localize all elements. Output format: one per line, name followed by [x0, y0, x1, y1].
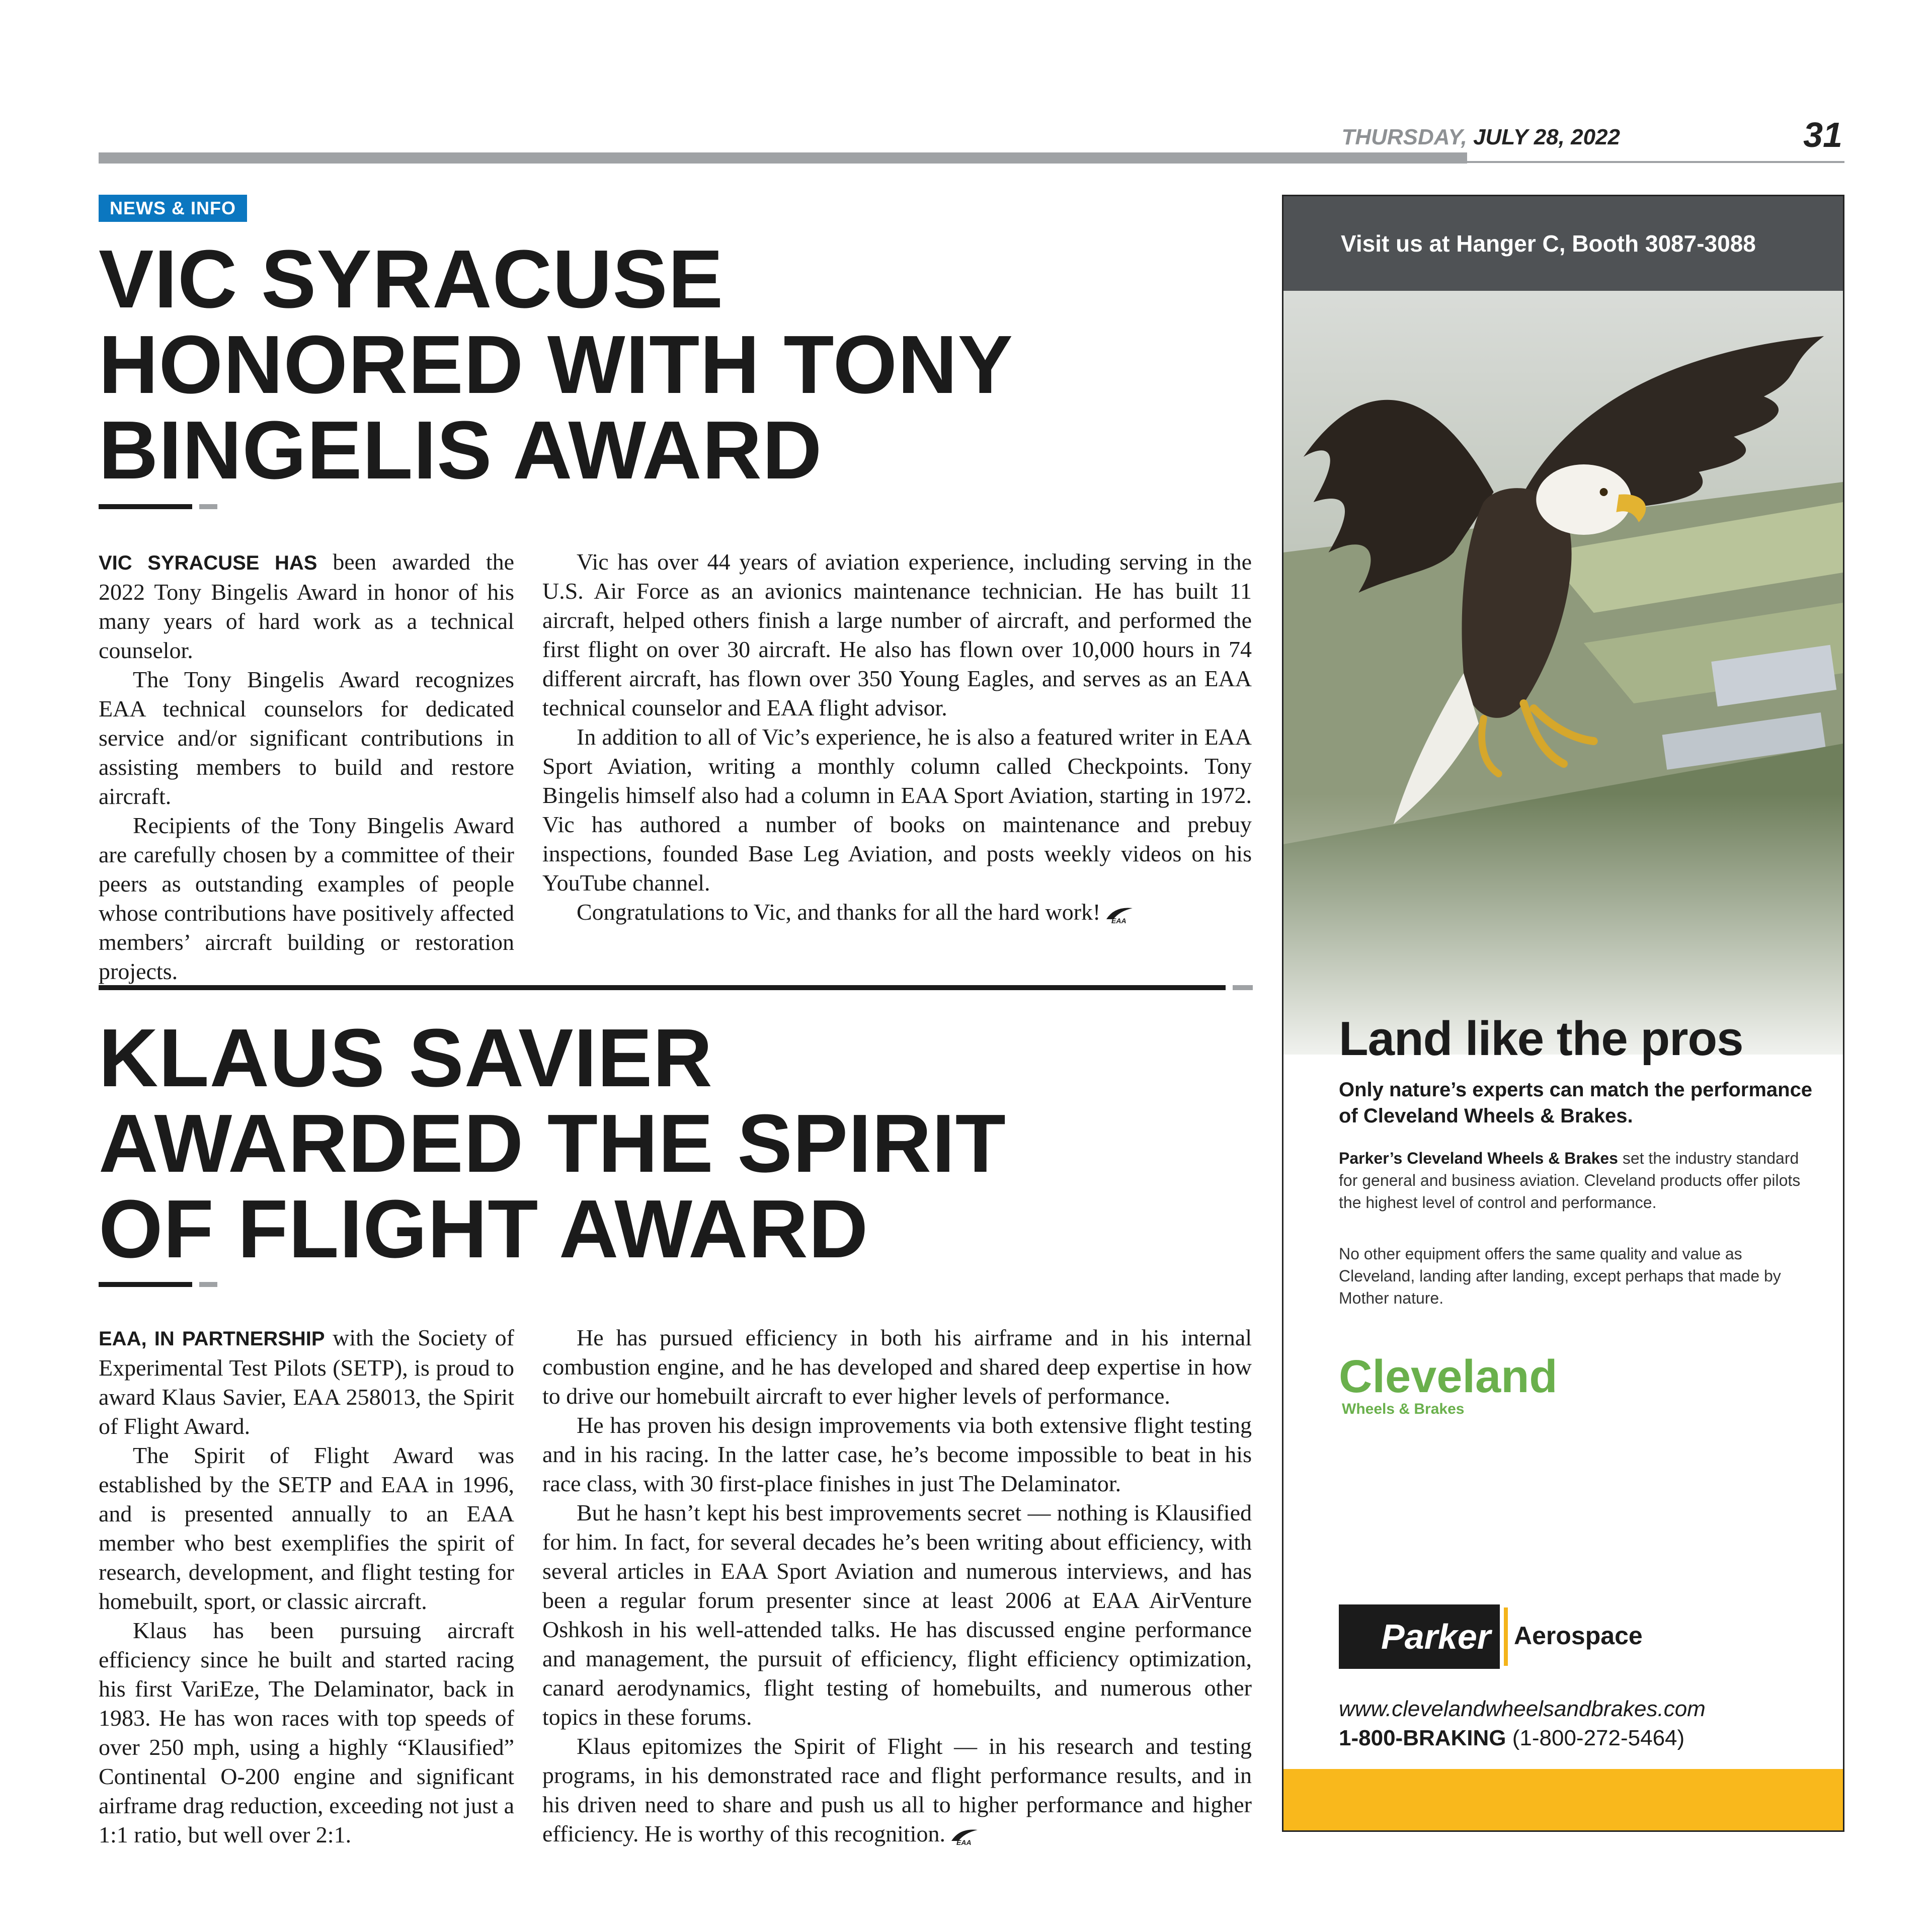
section-tag: NEWS & INFO — [99, 195, 247, 222]
eaa-end-mark-icon — [1104, 904, 1135, 924]
headline-line: VIC SYRACUSE — [99, 233, 724, 325]
cleveland-logo-sub: Wheels & Brakes — [1342, 1401, 1465, 1417]
folio-date: THURSDAY, JULY 28, 2022 — [1341, 125, 1620, 149]
paragraph: EAA, IN PARTNERSHIP with the Society of Experimental Test Pilots (SETP), is proud to award Klaus Savier, EAA 258013, the Spirit of Flight Award. — [99, 1325, 514, 1439]
headline-underline — [99, 504, 192, 509]
paragraph: He has pursued efficiency in both his airframe and in his internal combustion engine, and he has developed and shared deep expertise in how to drive our homebuilt aircraft to ever higher levels of performance. — [542, 1325, 1252, 1409]
cleveland-logo: Cleveland — [1339, 1351, 1558, 1402]
parker-logo: Parker — [1339, 1604, 1500, 1669]
article2-headline — [99, 1012, 1236, 1275]
ad-title: Land like the pros — [1339, 1012, 1743, 1066]
paragraph: Recipients of the Tony Bingelis Award are carefully chosen by a committee of their peers as outstanding examples of people whose contributions have positively affected members’ aircraft building or restoration projects. — [99, 813, 514, 984]
article1-column-1 — [99, 547, 514, 986]
headline-line: BINGELIS AWARD — [99, 404, 823, 496]
svg-text:EAA: EAA — [956, 1838, 972, 1846]
ad-phone: 1-800-BRAKING (1-800-272-5464) — [1339, 1726, 1685, 1750]
parker-logo-divider — [1504, 1607, 1508, 1666]
paragraph: Congratulations to Vic, and thanks for all the hard work! EAA — [542, 898, 1252, 927]
parker-aerospace-label: Aerospace — [1514, 1622, 1643, 1650]
page-number: 31 — [1803, 115, 1842, 154]
eaa-end-mark-icon — [949, 1826, 980, 1846]
article1-headline — [99, 233, 1236, 496]
paragraph: The Tony Bingelis Award recognizes EAA technical counselors for dedicated service and/or significant contributions in assisting members to build and restore aircraft. — [99, 667, 514, 809]
paragraph: Vic has over 44 years of aviation experience, including serving in the U.S. Air Force as an avionics maintenance technician. He has built 11 aircraft, helped others finish a large number of aircraft, and performed the first flight on over 30 aircraft. He also has flown over 10,000 hours in 74 different aircraft, has flown over 350 Young Eagles, and serves as an EAA technical counselor and EAA flight advisor. — [542, 549, 1252, 720]
paragraph: VIC SYRACUSE HAS been awarded the 2022 Tony Bingelis Award in honor of his many years of hard work as a technical counselor. — [99, 549, 515, 663]
ad-subtitle: Only nature’s experts can match the performance of Cleveland Wheels & Brakes. — [1339, 1079, 1813, 1127]
header-rule — [99, 152, 1467, 164]
ad-body-1: Parker’s Cleveland Wheels & Brakes set the industry standard for general and business aviation. Cleveland products offer pilots the highest level of control and performance. — [1339, 1149, 1801, 1212]
article1-column-2 — [542, 547, 1252, 927]
ad-booth-banner: Visit us at Hanger C, Booth 3087-3088 — [1283, 196, 1843, 291]
article-divider — [99, 985, 1226, 990]
headline-line: KLAUS SAVIER — [99, 1012, 713, 1104]
paragraph: Klaus has been pursuing aircraft efficiency since he built and started racing his first VariEze, The Delaminator, back in 1983. He has won races with top speeds of over 250 mph, using a highly “Klausified” Continental O-200 engine and significant airframe drag reduction, exceeding not just a 1:1 ratio, but well over 2:1. — [99, 1618, 514, 1847]
paragraph: The Spirit of Flight Award was established by the SETP and EAA in 1996, and is presented annually to an EAA member who best exemplifies the spirit of research, development, and flight testing for homebuilt, sport, or classic aircraft. — [99, 1442, 514, 1614]
headline-underline-accent — [199, 1282, 217, 1287]
headline-line: OF FLIGHT AWARD — [99, 1183, 869, 1275]
headline-underline — [99, 1282, 192, 1287]
article-divider-accent — [1233, 985, 1253, 990]
paragraph: He has proven his design improvements via both extensive flight testing and in his racing. In the latter case, he’s become impossible to beat in his race class, with 30 first-place finishes in just The Delaminator. — [542, 1412, 1252, 1496]
header-thin-rule — [1467, 161, 1844, 163]
advertisement[interactable] — [1282, 195, 1844, 1832]
headline-line: HONORED WITH TONY — [99, 318, 1013, 411]
article2-column-2 — [542, 1323, 1252, 1848]
headline-line: AWARDED THE SPIRIT — [99, 1097, 1006, 1189]
eagle-photo — [1283, 291, 1843, 1055]
article2-column-1 — [99, 1323, 514, 1849]
ad-body-2: No other equipment offers the same quality and value as Cleveland, landing after landing, except perhaps that made by Mother nature. — [1339, 1245, 1781, 1307]
svg-text:EAA: EAA — [1111, 917, 1126, 925]
paragraph: In addition to all of Vic’s experience, he is also a featured writer in EAA Sport Aviation, writing a monthly column called Checkpoints. Tony Bingelis himself also had a column in EAA Sport Aviation, starting in 1972. Vic has authored a number of books on maintenance and prebuy inspections, founded Base Leg Aviation, and posts weekly videos on his YouTube channel. — [542, 724, 1252, 896]
headline-underline-accent — [199, 504, 217, 509]
ad-website-link[interactable]: www.clevelandwheelsandbrakes.com — [1339, 1697, 1706, 1721]
paragraph: Klaus epitomizes the Spirit of Flight — in his research and testing programs, in his demonstrated race and flight performance results, and in his driven need to share and push us all to higher performance and higher efficiency. He is worthy of this recognition. EAA — [542, 1733, 1252, 1846]
paragraph: But he hasn’t kept his best improvements secret — nothing is Klausified for him. In fact, for several decades he’s been writing about efficiency, with several articles in EAA Sport Aviation and numerous interviews, and has been a regular forum presenter since at least 2006 at EAA AirVenture Oshkosh in his well-attended talks. He has discussed engine performance and management, the pursuit of efficiency, flight efficiency optimization, canard aerodynamics, flight testing of homebuilts, and numerous other topics in these forums. — [542, 1500, 1252, 1730]
ad-footer-bar — [1283, 1769, 1843, 1832]
